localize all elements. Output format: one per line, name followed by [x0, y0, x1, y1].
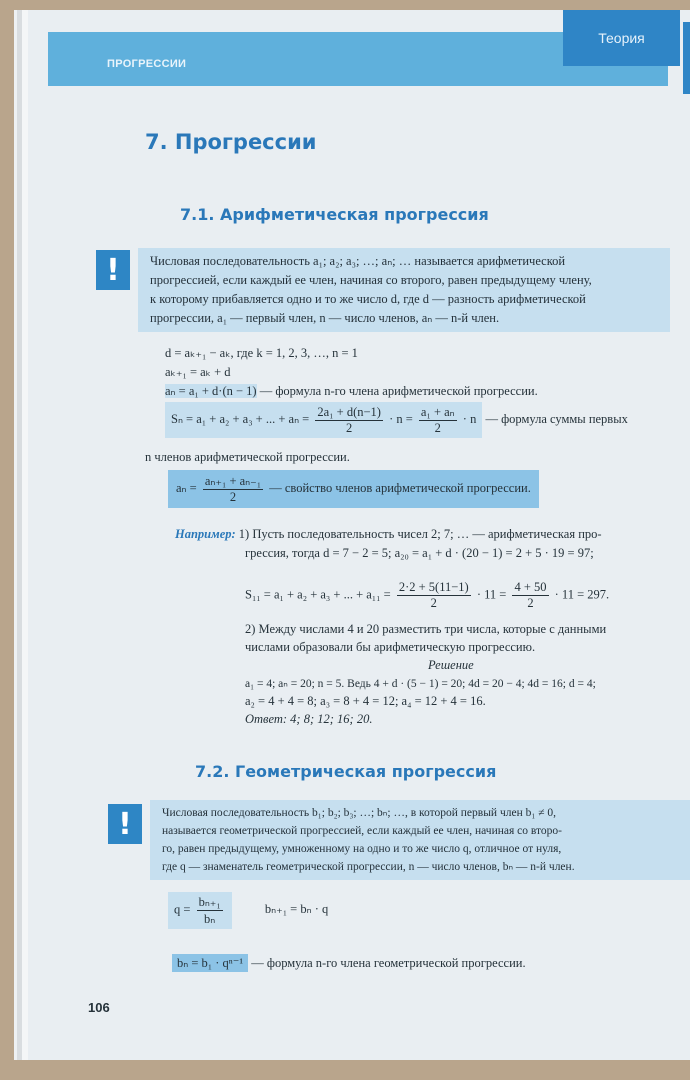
formula-property-row: [168, 470, 539, 508]
formula-sum-fraction-1: [315, 405, 383, 436]
exclamation-icon: !: [96, 250, 130, 290]
example-sum-left: S₁₁ = a₁ + a₂ + a₃ + ... + a₁₁ =: [245, 587, 391, 602]
solution-line-2: a₂ = 4 + 4 = 8; a₃ = 8 + 4 = 12; a₄ = 12 + 4 = 16.: [245, 694, 486, 708]
example-1-line-2: грессия, тогда d = 7 − 2 = 5; a₂₀ = a₁ + d · (20 − 1) = 2 + 5 · 19 = 97;: [245, 546, 594, 560]
fraction-numerator: 2·2 + 5(11−1): [398, 580, 469, 594]
fraction-numerator: aₙ₊₁ + aₙ₋₁: [204, 474, 262, 488]
fraction-denominator: 2: [346, 420, 353, 435]
formula-sum-mid: · n =: [389, 411, 413, 426]
theory-tab: [563, 10, 680, 66]
formula-sum-end: · n: [462, 411, 477, 426]
fraction-numerator: 4 + 50: [514, 580, 547, 594]
example-2-line-2: числами образовали бы арифметическую прогрессию.: [245, 640, 536, 654]
chapter-title: 7. Прогрессии: [145, 130, 317, 154]
formula-sum-left: Sₙ = a₁ + a₂ + a₃ + ... + aₙ =: [171, 411, 310, 426]
formula-sum-caption-cont: n членов арифметической прогрессии.: [145, 450, 350, 464]
formula-ratio: [168, 892, 232, 929]
arith-def-line: Числовая последовательность a₁; a₂; a₃; …; aₙ; … называется арифметической: [150, 254, 566, 268]
formula-sum-row: [165, 402, 628, 438]
arith-def-line: прогрессией, если каждый ее член, начиная со второго, равен предыдущему члену,: [150, 273, 592, 287]
formula-geom-next-term: bₙ₊₁ = bₙ · q: [264, 902, 329, 917]
formula-property: [168, 470, 539, 508]
answer: Ответ: 4; 8; 12; 16; 20.: [245, 712, 373, 726]
geom-def-line: го, равен предыдущему, умноженному на одно и то же число q, отличное от нуля,: [162, 843, 562, 855]
section-tag: ПРОГРЕССИИ: [107, 58, 187, 70]
example-sum-fraction-2: [512, 580, 548, 611]
formula-sum: [165, 402, 482, 438]
fraction-numerator: 2a₁ + d(n−1): [317, 404, 381, 419]
geom-title: 7.2. Геометрическая прогрессия: [195, 762, 497, 781]
formula-sum-fraction-2: [419, 404, 457, 436]
geom-def-line: где q — знаменатель геометрической прогрессии, n — число членов, bₙ — n-й член.: [162, 861, 575, 873]
geom-def-line: Числовая последовательность b₁; b₂; b₃; …; bₙ; …, в которой первый член b₁ ≠ 0,: [162, 807, 557, 819]
formula-difference: d = aₖ₊₁ − aₖ, где k = 1, 2, 3, …, n = 1: [165, 346, 358, 360]
formula-geom-nth-row: [172, 955, 526, 971]
example-label: Например:: [175, 527, 236, 541]
page-number: 106: [88, 1000, 110, 1015]
example-sum-end: · 11 = 297.: [554, 587, 610, 602]
formula-property-fraction: [203, 473, 263, 505]
fraction-denominator: 2: [527, 596, 534, 610]
example-sum-fraction-1: [397, 580, 471, 611]
example-1-text: 1) Пусть последовательность чисел 2; 7; … — арифметическая про-: [235, 527, 602, 541]
formula-ratio-left: q =: [174, 902, 191, 917]
formula-sum-caption: — формула суммы первых: [482, 411, 628, 426]
formula-nth-term-row: [165, 383, 538, 399]
example-2-line-1: 2) Между числами 4 и 20 разместить три числа, которые с данными: [245, 622, 607, 636]
arith-title: 7.1. Арифметическая прогрессия: [180, 205, 489, 224]
exclamation-icon: !: [108, 804, 142, 844]
formula-property-left: aₙ =: [176, 480, 197, 495]
theory-tab-label: Теория: [598, 30, 645, 46]
formula-geom-nth-caption: — формула n-го члена геометрической прогрессии.: [248, 956, 526, 970]
fraction-numerator: bₙ₊₁: [198, 895, 221, 909]
solution-label: Решение: [428, 658, 474, 672]
fraction-denominator: 2: [434, 421, 441, 435]
fraction-denominator: 2: [430, 596, 437, 610]
formula-ratio-fraction: [197, 894, 223, 927]
geom-definition: [150, 800, 690, 880]
solution-line-1: a₁ = 4; aₙ = 20; n = 5. Ведь 4 + d · (5 − 1) = 20; 4d = 20 − 4; 4d = 16; d = 4;: [245, 678, 596, 690]
header-edge-strip: [683, 22, 690, 94]
fraction-numerator: a₁ + aₙ: [420, 405, 455, 419]
example-1-line-1: [175, 527, 602, 542]
example-sum-row: [245, 580, 609, 611]
formula-geom-nth: bₙ = b₁ · qⁿ⁻¹: [172, 954, 248, 972]
formula-nth-term: aₙ = a₁ + d·(n − 1): [165, 384, 257, 398]
arith-def-line: к которому прибавляется одно и то же число d, где d — разность арифметической: [150, 292, 586, 306]
example-sum-mid: · 11 =: [476, 587, 507, 602]
arith-def-line: прогрессии, a₁ — первый член, n — число членов, aₙ — n-й член.: [150, 311, 500, 325]
formula-next-term: aₖ₊₁ = aₖ + d: [165, 365, 231, 379]
formula-nth-term-caption: — формула n-го члена арифметической прогрессии.: [256, 384, 538, 398]
formula-ratio-row: [168, 892, 328, 929]
fraction-denominator: bₙ: [204, 912, 216, 926]
arith-definition: [138, 248, 670, 332]
geom-def-line: называется геометрической прогрессией, если каждый ее член, начиная со второ-: [162, 825, 562, 837]
fraction-denominator: 2: [229, 490, 237, 504]
formula-property-caption: — свойство членов арифметической прогрессии.: [269, 480, 531, 495]
